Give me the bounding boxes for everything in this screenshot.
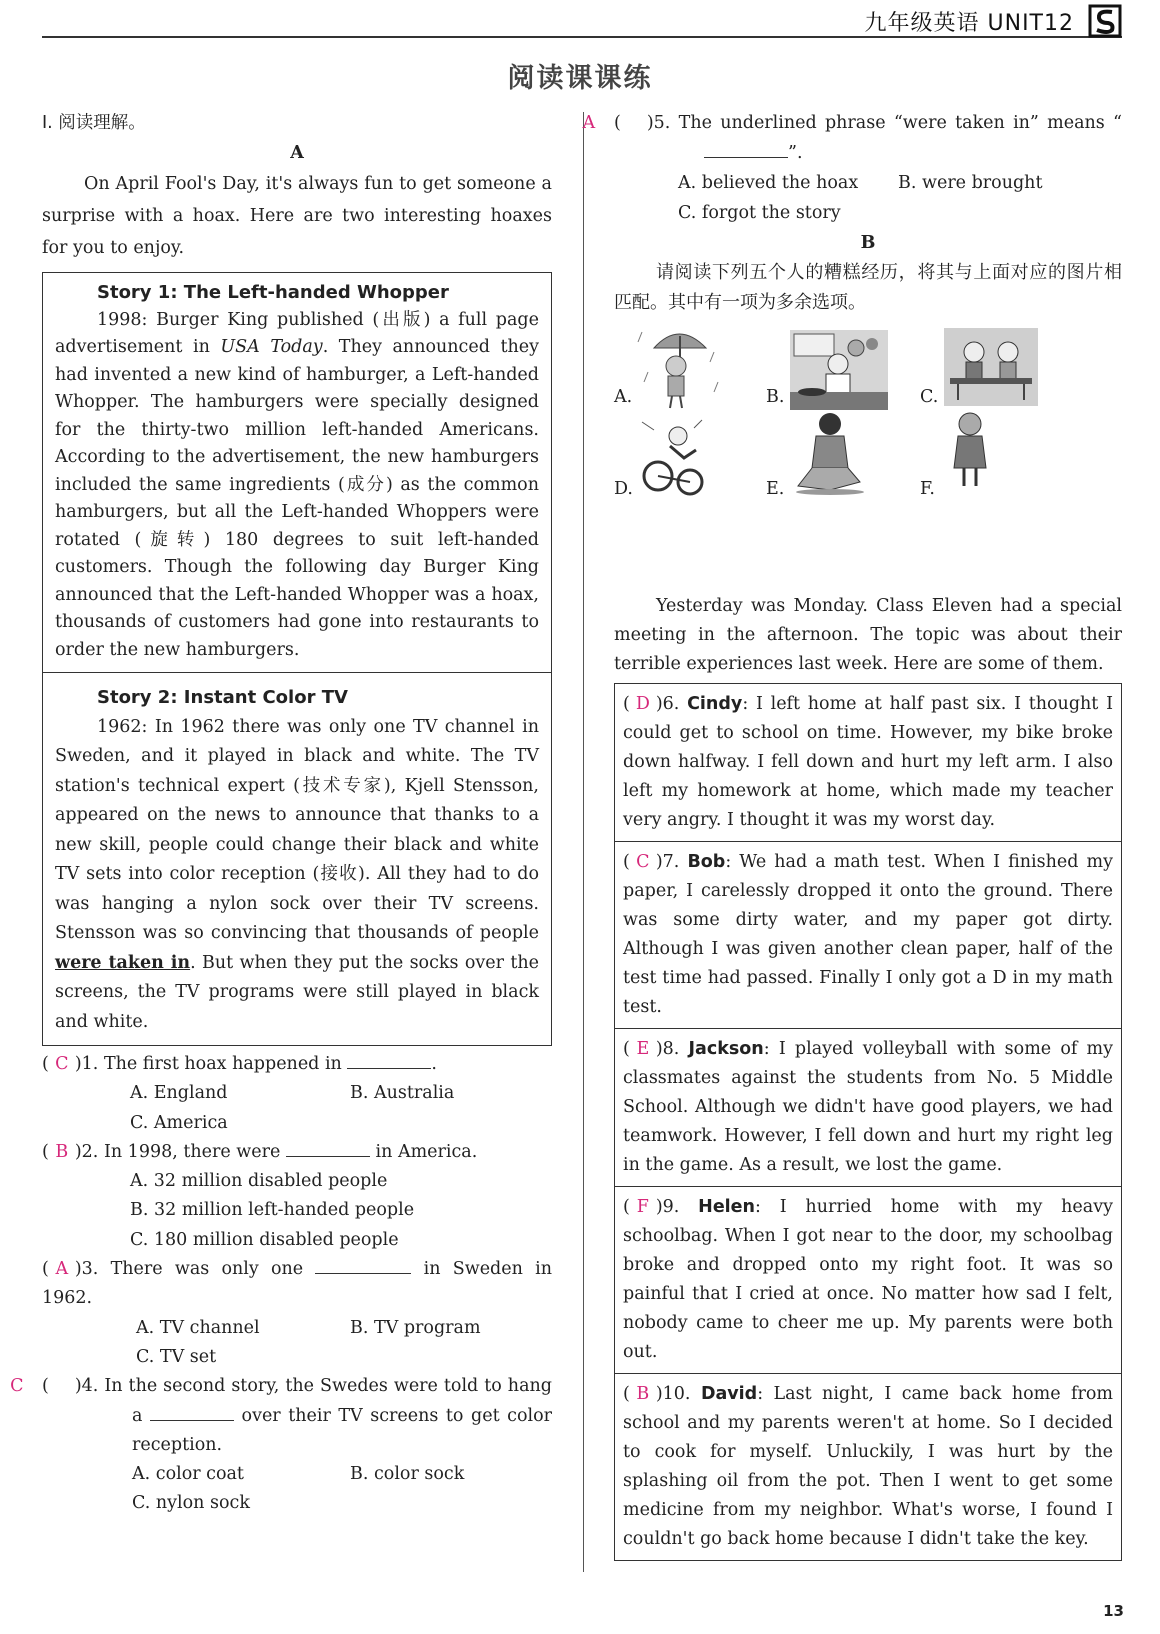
story2-title: Story 2: Instant Color TV	[97, 687, 348, 708]
person-name: David	[700, 1384, 758, 1404]
answer-3: A	[55, 1259, 69, 1280]
fallen-bike-icon	[636, 412, 716, 502]
experience-text: I played volleyball with some of my classmates against the students from No. 5 Middle School. Although we didn't have good players, we had teamwork. However, I fell down and hurt my right leg in the game. As a result, we lost the game.	[623, 1039, 1113, 1175]
answer-6: D	[635, 694, 650, 714]
cooking-boy-icon	[790, 330, 888, 410]
pic-label-f: F.	[920, 479, 935, 499]
story2-box	[42, 673, 552, 1046]
publisher-logo-icon	[1088, 4, 1122, 38]
header-text: 九年级英语 UNIT12	[864, 11, 1074, 36]
right-column	[582, 108, 1122, 1561]
blank	[315, 1255, 411, 1274]
answer-5: A	[582, 113, 596, 133]
story1-title: Story 1: The Left-handed Whopper	[97, 282, 449, 303]
story2-text: 1962: In 1962 there was only one TV channel in Sweden, and it played in black and white. The TV station's technical expert (技术专家), Kjell Stensson, appeared on the news to announce that thanks to a new skill, people could change their black and white TV sets into color reception (接收). All they had to do was hanging a nylon sock over their TV screens. Stensson was so convincing that thousands of people were taken in. But when they put the socks over the screens, the TV programs were still played in black and white.	[55, 716, 539, 1032]
questions-list	[10, 1050, 552, 1519]
girl-umbrella-icon	[634, 322, 724, 412]
pic-label-b: B.	[766, 387, 785, 407]
question-5: (A )5. The underlined phrase “were taken in” means “”.	[614, 108, 1122, 168]
option: C. 180 million disabled people	[130, 1229, 399, 1250]
match-item-jackson: ( E )8. Jackson: I played volleyball with some of my classmates against the students from No. 5 Middle School. Although we didn't have good players, we had teamwork. However, I fell down and hurt my right leg in the game. As a result, we lost the game.	[614, 1029, 1122, 1187]
part-b-intro: Yesterday was Monday. Class Eleven had a special meeting in the afternoon. The topic was about their terrible experiences last week. Here are some of them.	[614, 596, 1122, 674]
experience-text: I left home at half past six. I thought I could get to school on time. However, my bike broke down halfway. I fell down and hurt my left arm. I also left my homework at home, which made my teacher very angry. I thought it was my worst day.	[623, 694, 1113, 830]
picture-grid	[614, 322, 1122, 592]
page-header	[42, 4, 1122, 38]
page-number: 13	[1103, 1602, 1124, 1620]
question-3-options: A. TV channel B. TV program	[136, 1317, 481, 1338]
person-name: Jackson	[688, 1039, 764, 1059]
part-a-intro: On April Fool's Day, it's always fun to get someone a surprise with a hoax. Here are two interesting hoaxes for you to enjoy.	[42, 174, 552, 258]
option: C. TV set	[136, 1346, 217, 1367]
pic-label-c: C.	[920, 387, 939, 407]
question-1-options: A. England B. Australia	[130, 1083, 455, 1104]
person-name: Helen	[698, 1197, 756, 1217]
question-4-options: A. color coat B. color sock	[132, 1464, 465, 1485]
option: C. America	[130, 1112, 228, 1133]
column-divider	[583, 112, 584, 1572]
section-heading: Ⅰ. 阅读理解。	[42, 113, 146, 133]
answer-4: C	[10, 1376, 24, 1397]
part-b-instruction: 请阅读下列五个人的糟糕经历，将其与上面对应的图片相匹配。其中有一项为多余选项。	[614, 262, 1122, 313]
underlined-phrase: were taken in	[55, 952, 191, 973]
question-1: ( C )1. The first hoax happened in .	[42, 1050, 552, 1079]
part-b-label: B	[860, 233, 876, 253]
pic-label-d: D.	[614, 479, 633, 499]
blank	[704, 139, 788, 158]
experience-text: We had a math test. When I finished my paper, I carelessly dropped it onto the ground. There was some dirty water, and my paper got dirty. Although I was given another clean paper, half of the test time had passed. Finally I only got a D in my math test.	[623, 852, 1113, 1017]
left-column	[10, 108, 552, 1519]
question-5-options: A. believed the hoax B. were brought	[678, 173, 1043, 193]
person-name: Cindy	[687, 694, 743, 714]
answer-7: C	[636, 852, 650, 872]
question-2: ( B )2. In 1998, there were in America.	[42, 1138, 552, 1167]
answer-1: C	[55, 1054, 69, 1074]
match-item-cindy: ( D )6. Cindy: I left home at half past six. I thought I could get to school on time. However, my bike broke down halfway. I fell down and hurt my left arm. I also left my homework at home, which made my teacher very angry. I thought it was my worst day.	[614, 683, 1122, 842]
classroom-test-icon	[944, 328, 1038, 406]
page-title: 阅读课课练	[507, 63, 653, 94]
answer-9: F	[636, 1197, 649, 1217]
option: A. 32 million disabled people	[130, 1171, 388, 1192]
part-a-label: A	[290, 143, 304, 163]
person-name: Bob	[687, 852, 726, 872]
answer-2: B	[55, 1141, 69, 1162]
experience-text: Last night, I came back home from school and my parents weren't at home. So I decided to cook for myself. Unluckily, I was hurt by the splashing oil from the pot. Then I went to get some medicine from my neighbor. What's worse, I found I couldn't go back home because I didn't take the key.	[623, 1384, 1113, 1549]
match-item-bob: ( C )7. Bob: We had a math test. When I finished my paper, I carelessly dropped it onto the ground. There was some dirty water, and my paper got dirty. Although I was given another clean paper, half of the test time had passed. Finally I only got a D in my math test.	[614, 842, 1122, 1029]
option: C. forgot the story	[678, 203, 841, 223]
question-3: ( A )3. There was only one in Sweden in 1962.	[42, 1255, 552, 1314]
crying-girl-icon	[948, 410, 992, 490]
blank	[347, 1050, 431, 1069]
answer-10: B	[636, 1384, 650, 1404]
blank	[150, 1402, 234, 1421]
option: B. 32 million left-handed people	[130, 1200, 415, 1221]
match-item-helen: ( F )9. Helen: I hurried home with my heavy schoolbag. When I got near to the door, my schoolbag broke and dropped onto my right foot. It was so painful that I cried at once. No matter how sad I felt, nobody came to cheer me up. My parents were both out.	[614, 1187, 1122, 1374]
option: C. nylon sock	[132, 1493, 250, 1514]
experience-text: I hurried home with my heavy schoolbag. When I got near to the door, my schoolbag broke and dropped onto my right foot. It was so painful that I cried at once. No matter how sad I felt, nobody came to cheer me up. My parents were both out.	[623, 1197, 1113, 1362]
answer-8: E	[636, 1039, 650, 1059]
blank	[286, 1138, 370, 1157]
story1-box	[42, 272, 552, 673]
match-item-david: ( B )10. David: Last night, I came back home from school and my parents weren't at home. So I decided to cook for myself. Unluckily, I was hurt by the splashing oil from the pot. Then I went to get some medicine from my neighbor. What's worse, I found I couldn't go back home because I didn't take the key.	[614, 1374, 1122, 1561]
pic-label-e: E.	[766, 479, 785, 499]
match-items	[614, 683, 1122, 1561]
hurt-leg-icon	[790, 410, 870, 496]
story1-text: 1998: Burger King published (出版) a full page advertisement in USA Today. They announced they had invented a new kind of hamburger, a Left-handed Whopper. The hamburgers were specially designed for the thirty-two million left-handed Americans. According to the advertisement, the new hamburgers included the same ingredients (成分) as the common hamburgers, but all the Left-handed Whoppers were rotated (旋转) 180 degrees to suit left-handed customers. Though the following day Burger King announced that the Left-handed Whopper was a hoax, thousands of customers had gone into restaurants to order the new hamburgers.	[55, 309, 539, 660]
question-4: (C )4. In the second story, the Swedes were told to hang a over their TV screens to get color reception.	[42, 1372, 552, 1460]
pic-label-a: A.	[614, 387, 633, 407]
